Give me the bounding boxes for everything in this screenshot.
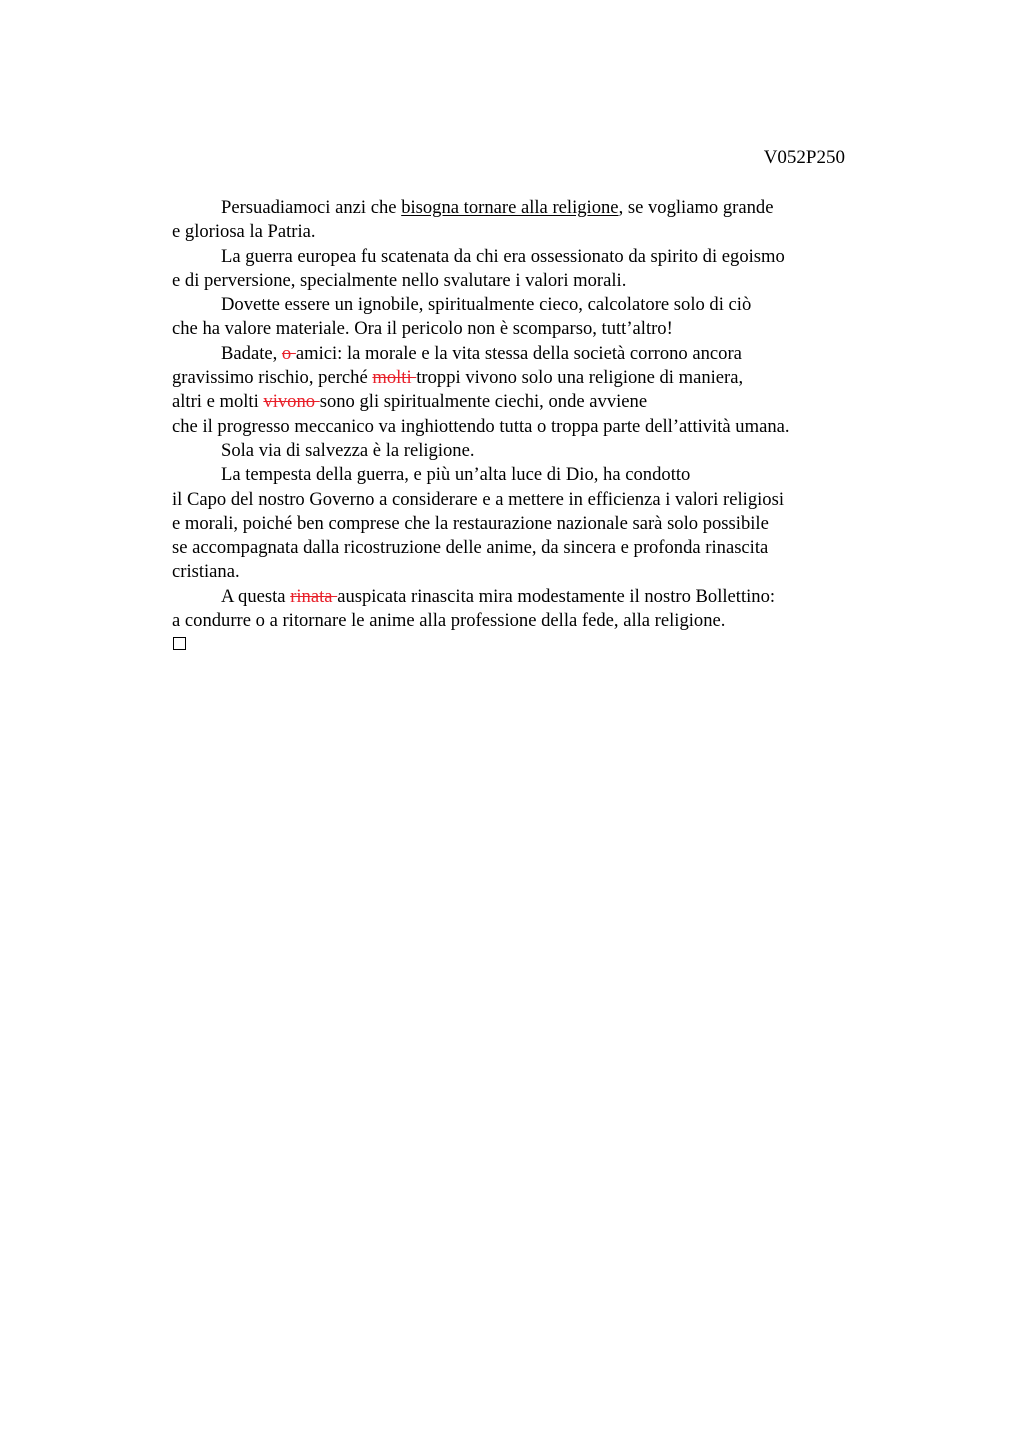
text-line: A questa rinata auspicata rinascita mira modestamente il nostro Bollettino:: [221, 585, 776, 607]
deleted-word: rinata: [290, 585, 338, 607]
text-line: La tempesta della guerra, e più un’alta luce di Dio, ha condotto: [221, 464, 691, 486]
document-body: [172, 196, 872, 650]
underlined-phrase: bisogna tornare alla religione: [401, 197, 619, 218]
deleted-word: o: [281, 342, 296, 364]
page-identifier: V052P250: [763, 147, 845, 168]
text-line: Dovette essere un ignobile, spiritualmente cieco, calcolatore solo di ciò: [221, 294, 752, 316]
end-marker-box-icon: [173, 637, 186, 650]
text-line: che ha valore materiale. Ora il pericolo non è scomparso, tutt’altro!: [172, 318, 673, 340]
text-line: e gloriosa la Patria.: [172, 221, 316, 243]
deleted-word: molti: [372, 367, 417, 389]
text-line: se accompagnata dalla ricostruzione delle anime, da sincera e profonda rinascita: [172, 537, 769, 559]
text-line: il Capo del nostro Governo a considerare e a mettere in efficienza i valori religiosi: [172, 488, 784, 510]
text-line: e di perversione, specialmente nello svalutare i valori morali.: [172, 269, 627, 291]
text-line: gravissimo rischio, perché molti troppi vivono solo una religione di maniera,: [172, 367, 744, 389]
text-line: Persuadiamoci anzi che bisogna tornare alla religione, se vogliamo grande: [221, 197, 774, 218]
text-line: che il progresso meccanico va inghiottendo tutta o troppa parte dell’attività umana.: [172, 415, 790, 437]
text-line: Badate, o amici: la morale e la vita stessa della società corrono ancora: [221, 342, 742, 364]
text-line: cristiana.: [172, 561, 240, 583]
text-line: Sola via di salvezza è la religione.: [221, 439, 475, 461]
text-line: e morali, poiché ben comprese che la restaurazione nazionale sarà solo possibile: [172, 512, 769, 534]
text-line: a condurre o a ritornare le anime alla professione della fede, alla religione.: [172, 610, 726, 632]
text-line: altri e molti vivono sono gli spiritualmente ciechi, onde avviene: [172, 391, 648, 413]
text-line: La guerra europea fu scatenata da chi era ossessionato da spirito di egoismo: [221, 245, 785, 267]
deleted-word: vivono: [263, 391, 320, 413]
